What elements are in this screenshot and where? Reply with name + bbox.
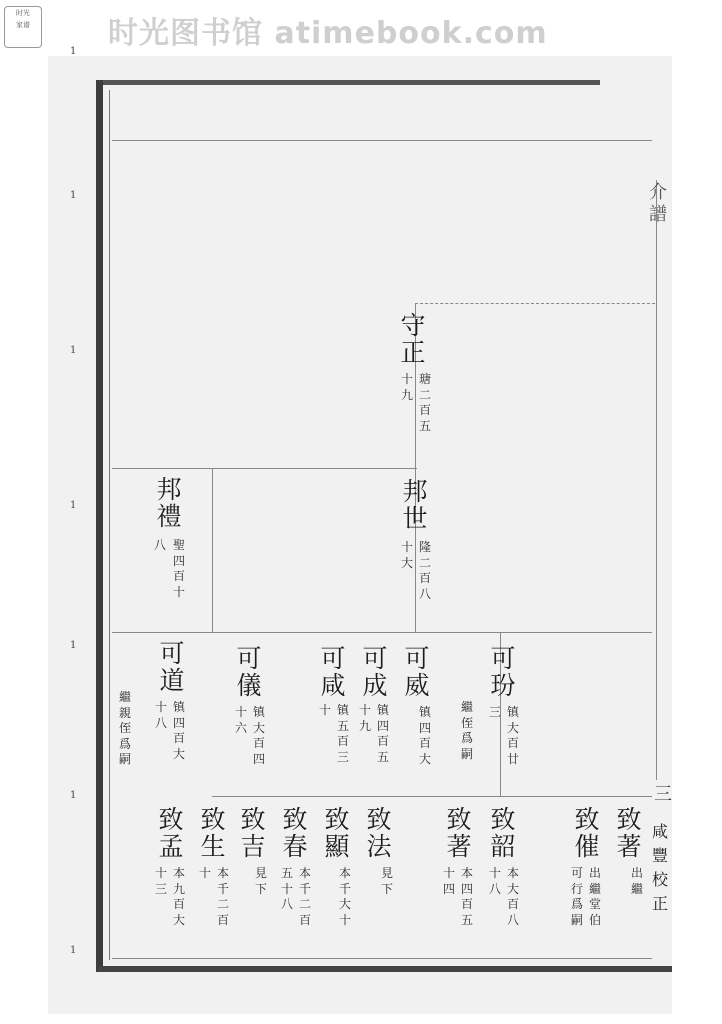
person-name: 致法 [366,805,392,861]
page-number: 三 [654,784,672,805]
person-notes: 镇大百廿 [506,705,519,766]
lineage-connector [212,468,213,633]
person-name: 致著 [446,805,472,861]
person-name: 可咸 [320,644,346,700]
watermark-text: 时光图书馆 atimebook.com [108,16,548,51]
logo-text-line1: 时光 [16,9,30,17]
person-name: 致顯 [324,805,350,861]
person-notes: 本千二百 [298,866,311,927]
person-name: 可成 [362,644,388,700]
person-notes: 隆二百八 [418,540,431,601]
logo-text-line2: 家谱 [16,21,30,29]
person-name: 致生 [200,805,226,861]
person-name: 可玢 [490,644,516,700]
person-extra-note: 繼親侄爲嗣 [118,690,131,766]
person-notes: 镇五百三 [336,703,349,764]
person-notes: 本大百八 [506,866,519,927]
person-generation: 十四 [442,866,455,896]
volume-side-tab: 介譜 [649,182,667,225]
person-notes: 镇大百四 [252,705,265,766]
person-generation: 十三 [154,866,167,896]
person-notes: 镇四百大 [172,700,185,761]
frame-bottom-border [98,966,672,972]
person-name: 致春 [282,805,308,861]
person-notes: 見下 [380,866,393,896]
lineage-connector [212,796,652,797]
frame-top-border [100,80,600,85]
margin-mark: 1 [70,945,77,956]
person-generation: 十九 [358,703,371,733]
person-generation: 十八 [154,700,167,730]
person-name: 致韶 [490,805,516,861]
person-notes: 镇四百五 [376,703,389,764]
lineage-connector [112,468,417,469]
person-notes: 本四百五 [460,866,473,927]
frame-right-rule [656,180,657,780]
margin-mark: 1 [70,345,77,356]
frame-left-inner-rule [109,90,110,960]
margin-mark: 1 [70,46,77,57]
person-generation: 十 [198,866,211,880]
person-notes: 本千二百 [216,866,229,927]
person-generation: 十九 [400,372,413,402]
person-name: 致催 [574,805,600,861]
header-rule [112,140,652,141]
watermark-banner [0,0,722,56]
person-name: 邦世 [402,477,428,533]
person-name: 可儀 [236,644,262,700]
person-name: 可威 [404,644,430,700]
person-generation: 十 [318,703,331,717]
person-generation: 十八 [488,866,501,896]
person-notes: 瑭二百五 [418,372,431,433]
margin-mark: 1 [70,790,77,801]
frame-left-border [96,80,103,972]
margin-mark: 1 [70,500,77,511]
lineage-connector [415,303,655,304]
person-notes: 本千大十 [338,866,351,927]
person-generation: 三 [488,705,501,719]
person-notes: 出繼 [630,866,643,896]
person-generation: 八 [153,538,166,552]
lineage-connector [112,632,652,633]
person-name: 致吉 [240,805,266,861]
person-generation: 十六 [234,705,247,735]
person-name: 可道 [159,639,185,695]
person-name: 守正 [400,311,426,367]
person-extra-note: 繼侄爲嗣 [460,700,473,761]
person-notes: 聖四百十 [172,538,185,599]
margin-mark: 1 [70,190,77,201]
person-generation: 五十八 [280,866,293,911]
bottom-rule [112,958,652,959]
edition-note: 咸豐校正 [651,822,668,913]
person-name: 邦禮 [156,475,182,531]
person-notes: 镇四百大 [418,705,431,766]
person-extra-note: 可行爲嗣 [570,866,583,927]
person-generation: 十大 [400,540,413,570]
person-notes: 本九百大 [172,866,185,927]
site-logo [4,6,42,48]
person-name: 致著 [616,805,642,861]
person-notes: 出繼堂伯 [588,866,601,927]
person-name: 致孟 [158,805,184,861]
margin-mark: 1 [70,640,77,651]
person-notes: 見下 [254,866,267,896]
